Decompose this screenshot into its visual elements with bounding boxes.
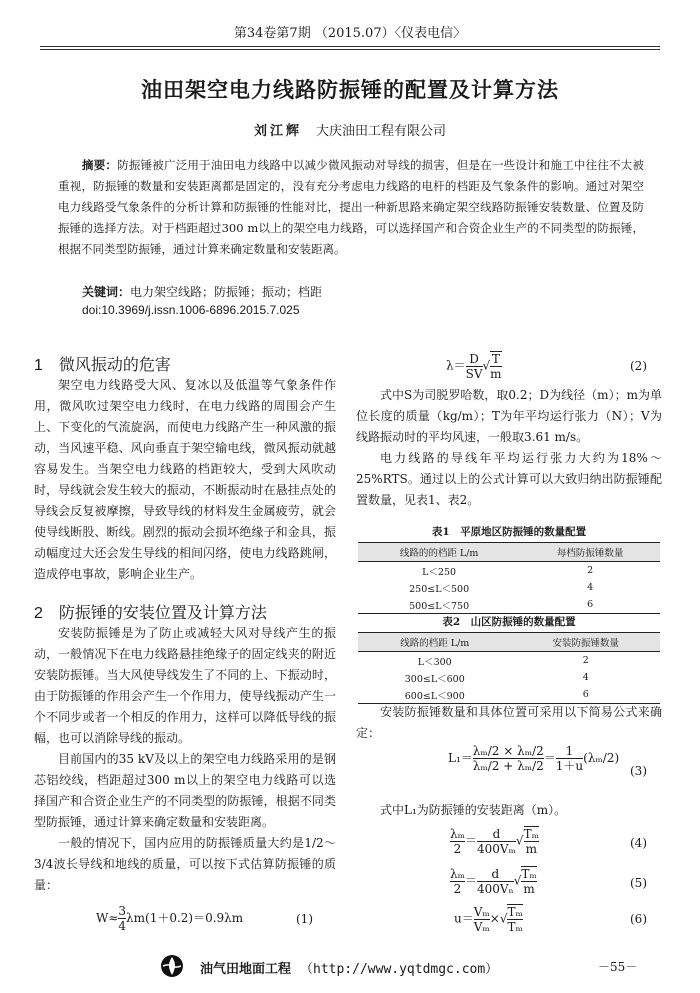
eq5-rhs-den: 400Vₙ — [476, 881, 514, 896]
table-2 — [358, 632, 660, 704]
section-2-heading — [34, 600, 267, 623]
table-cell: L＜250 — [422, 566, 457, 578]
equation-5: $\frac{\text{λₘ}}{2}$ ＝ $\frac{d}{\text{400Vₙ}}$ √ $\frac{\text{Tₘ}}{m}$ — [450, 866, 537, 896]
equation-1 — [96, 904, 243, 933]
eq1-rhs: λm(1＋0.2)＝0.9λm — [126, 911, 244, 925]
footer-website: （http://www.yqtdmgc.com） — [300, 962, 499, 977]
keywords-label: 关键词： — [82, 285, 131, 299]
eq6-lhs: u＝ — [454, 911, 474, 926]
table-cell: 6 — [512, 686, 660, 704]
eq4-den: 2 — [450, 841, 465, 856]
table-cell: 300≤L＜600 — [404, 673, 465, 685]
eq5-den: 2 — [450, 881, 465, 896]
section-1-body — [34, 375, 336, 585]
table-1-header: 线路的的档距 L/m — [358, 543, 520, 562]
eq3-main-fraction: $\frac{\text{λₘ/2 × λₘ/2}}{\text{λₘ/2 + λₘ/2}}$ — [472, 744, 544, 773]
section-1-heading — [34, 352, 171, 375]
eq2-sq-den: m — [490, 367, 502, 381]
table-cell: 500≤L＜750 — [358, 596, 520, 614]
section-2-paragraph-1: 安装防振锤是为了防止或减轻大风对导线产生的振动，一般情况下在电力线路悬挂绝缘子的固定线夹的附近安装防振锤。当大风使导线发生了不同的上、下振动时，由于防振锤的作用会产生一个作用力，使导线振动产生一个不同步或者一个相反的作用力，这样可以降低导线的振幅，也可以消除导线的振动。 — [34, 626, 336, 745]
equation-2: λ＝ $\frac{D}{SV}$ √ $\frac{T}{m}$ — [446, 351, 502, 381]
table-1-caption: 表1 平原地区防振锤的数量配置 — [431, 526, 587, 538]
table-2-header: 安装防振锤数量 — [512, 633, 660, 652]
eq5-num: λₘ — [450, 866, 465, 881]
author-affiliation: 大庆油田工程有限公司 — [316, 124, 447, 139]
table-row — [358, 562, 660, 580]
eq2-lhs: λ＝ — [446, 358, 466, 373]
footer-journal-name: 油气田地面工程 — [200, 961, 292, 976]
table-row — [358, 652, 660, 670]
table-row — [358, 579, 660, 596]
right-body-2 — [356, 702, 662, 744]
eq3-lhs: L₁＝ — [448, 751, 473, 765]
keywords — [82, 283, 322, 300]
right-paragraph-1: 式中S为司脱罗哈数，取0.2；D为线径（m）；m为单位长度的质量（kg/m）；T为年平均运行张力（N）；V为线路振动时的平均风速，一般取3.61 m/s。 — [356, 388, 662, 444]
table-2-caption: 表2 山区防振锤的数量配置 — [442, 616, 576, 628]
table-row — [358, 669, 660, 686]
section-2-paragraph-3: 一般的情况下，国内应用的防振锤质量大约是1/2～3/4波长导线和地线的质量，可以按下式估算防振锤的质量： — [34, 836, 336, 892]
header-rule-2 — [40, 49, 660, 50]
paper-title: 油田架空电力线路防振锤的配置及计算方法 — [141, 77, 559, 102]
eq2-sq-num: T — [491, 352, 500, 366]
eq4-sq-num: Tₘ — [523, 827, 539, 841]
section-2-number: 2 — [34, 605, 43, 622]
eq1-den: 4 — [118, 919, 127, 933]
eq4-num: λₘ — [450, 826, 465, 841]
table-cell: 250≤L＜500 — [409, 583, 470, 595]
equation-1-number: (1) — [296, 912, 313, 926]
eq2-num: D — [469, 351, 479, 366]
table-cell: 600≤L＜900 — [358, 686, 512, 704]
table-cell: 2 — [587, 565, 594, 576]
table-cell: 2 — [582, 655, 589, 666]
table-cell: L＜300 — [417, 656, 452, 668]
right-paragraph-3: 安装防振锤数量和具体位置可采用以下简易公式来确定： — [356, 705, 662, 740]
journal-logo-icon — [160, 954, 184, 978]
eq4-rhs-den: 400Vₘ — [476, 841, 516, 856]
abstract-label: 摘要： — [82, 158, 118, 172]
table-cell: 4 — [587, 582, 594, 593]
eq6-den: Vₘ — [473, 919, 490, 934]
right-paragraph-4: 式中L₁为防振锤的安装距离（m）。 — [380, 803, 567, 817]
eq2-den: SV — [465, 366, 483, 381]
eq4-rhs-num: d — [492, 826, 501, 841]
header-rule — [40, 46, 660, 47]
table-1 — [358, 542, 660, 614]
section-1-number: 1 — [34, 357, 43, 374]
eq3-rhs-fraction: $\frac{1}{1+u}$ — [555, 744, 584, 773]
table-row — [358, 596, 660, 614]
right-paragraph-2: 电力线路的导线年平均运行张力大约为18%～25%RTS。通过以上的公式计算可以大致归纳出防振锤配置数量，见表1、表2。 — [356, 451, 662, 507]
table-2-header: 线路的档距 L/m — [358, 633, 512, 652]
doi: doi:10.3969/j.issn.1006-6896.2015.7.025 — [82, 303, 300, 317]
running-header: 第34卷第7期 （2015.07）〈仪表电信〉 — [233, 26, 467, 41]
abstract-text: 防振锤被广泛用于油田电力线路中以减少微风振动对导线的损害，但是在一些设计和施工中往往不太被重视，防振锤的数量和安装距离都是固定的，没有充分考虑电力线路的电杆的档距及气象条件的影响。通过对架空电力线路受气象条件的分析计算和防振锤的性能对比，提出一种新思路来确定架空线路防振锤安装数量、位置及防振锤的选择方法。对于档距超过300 m以上的架空电力线路，可以选择国产和合资企业生产的不同类型的防振锤，根据不同类型防振锤，通过计算来确定数量和安装距离。 — [58, 158, 644, 256]
author-name: 刘江辉 — [253, 124, 302, 139]
table-row — [358, 686, 660, 704]
equation-5-number: (5) — [630, 876, 647, 890]
eq5-sq-den: m — [523, 882, 535, 896]
page-number: －55－ — [598, 960, 638, 974]
section-2-body — [34, 623, 336, 896]
table-1-header: 每档防振锤数量 — [520, 543, 660, 562]
equation-6-number: (6) — [630, 912, 647, 926]
section-2-paragraph-2: 目前国内的35 kV及以上的架空电力线路采用的是钢芯铝绞线，档距超过300 m以上的架空电力线路可以选择国产和合资企业生产的不同类型的防振锤，根据不同类型防振锤，通过计算来确定数量和安装距离。 — [34, 752, 336, 829]
keywords-text: 电力架空线路；防振锤；振动；档距 — [130, 285, 323, 299]
eq4-sq-den: m — [525, 842, 537, 856]
eq1-num: 3 — [118, 904, 127, 918]
equation-4-number: (4) — [630, 836, 647, 850]
table-cell: 4 — [582, 672, 589, 683]
right-body-3 — [356, 800, 662, 821]
eq5-sq-num: Tₘ — [521, 867, 537, 881]
page-footer — [0, 952, 700, 982]
equation-6: u＝ $\frac{\text{Vₘ}}{\text{Vₘ}}$ ×√ $\frac{\text{Tₘ}}{\text{Tₘ}}$ — [454, 904, 523, 934]
section-1-title: 微风振动的危害 — [58, 357, 171, 374]
eq6-num: Vₘ — [473, 904, 490, 919]
author-line — [0, 120, 700, 139]
eq6-sq-den: Tₘ — [507, 920, 523, 934]
right-body-1 — [356, 385, 662, 511]
equation-2-number: (2) — [630, 359, 647, 373]
table-cell: 6 — [520, 596, 660, 614]
equation-3-number: (3) — [630, 764, 647, 778]
eq6-sq-num: Tₘ — [507, 905, 523, 919]
equation-4: $\frac{\text{λₘ}}{2}$ ＝ $\frac{d}{\text{400Vₘ}}$ √ $\frac{\text{Tₘ}}{m}$ — [450, 826, 539, 856]
eq5-rhs-num: d — [491, 866, 500, 881]
equation-3: L₁＝ $\frac{\text{λₘ/2 × λₘ/2}}{\text{λₘ/2 + λₘ/2}}$ ＝ $\frac{1}{1+u}$ (λₘ/2) — [448, 744, 620, 773]
eq1-lhs: W≈ — [96, 911, 119, 925]
section-2-title: 防振锤的安装位置及计算方法 — [58, 605, 267, 622]
section-1-paragraph: 架空电力线路受大风、复冰以及低温等气象条件作用，微风吹过架空电力线时，在电力线路的周围会产生上、下变化的气流旋涡，而使电力线路产生一种风激的振动，当风速平稳、风向垂直于架空输电线，微风振动就越容易发生。当架空电力线路的档距较大，受到大风吹动时，导线就会发生较大的振动，不断振动时在悬挂点处的导线会反复被摩擦，导致导线的材料发生金属疲劳，就会使导线断股、断线。剧烈的振动会损坏绝缘子和金具，振动幅度过大还会发生导线的相间闪络，使电力线路跳闸，造成停电事故，影响企业生产。 — [34, 378, 336, 581]
abstract — [58, 155, 644, 260]
